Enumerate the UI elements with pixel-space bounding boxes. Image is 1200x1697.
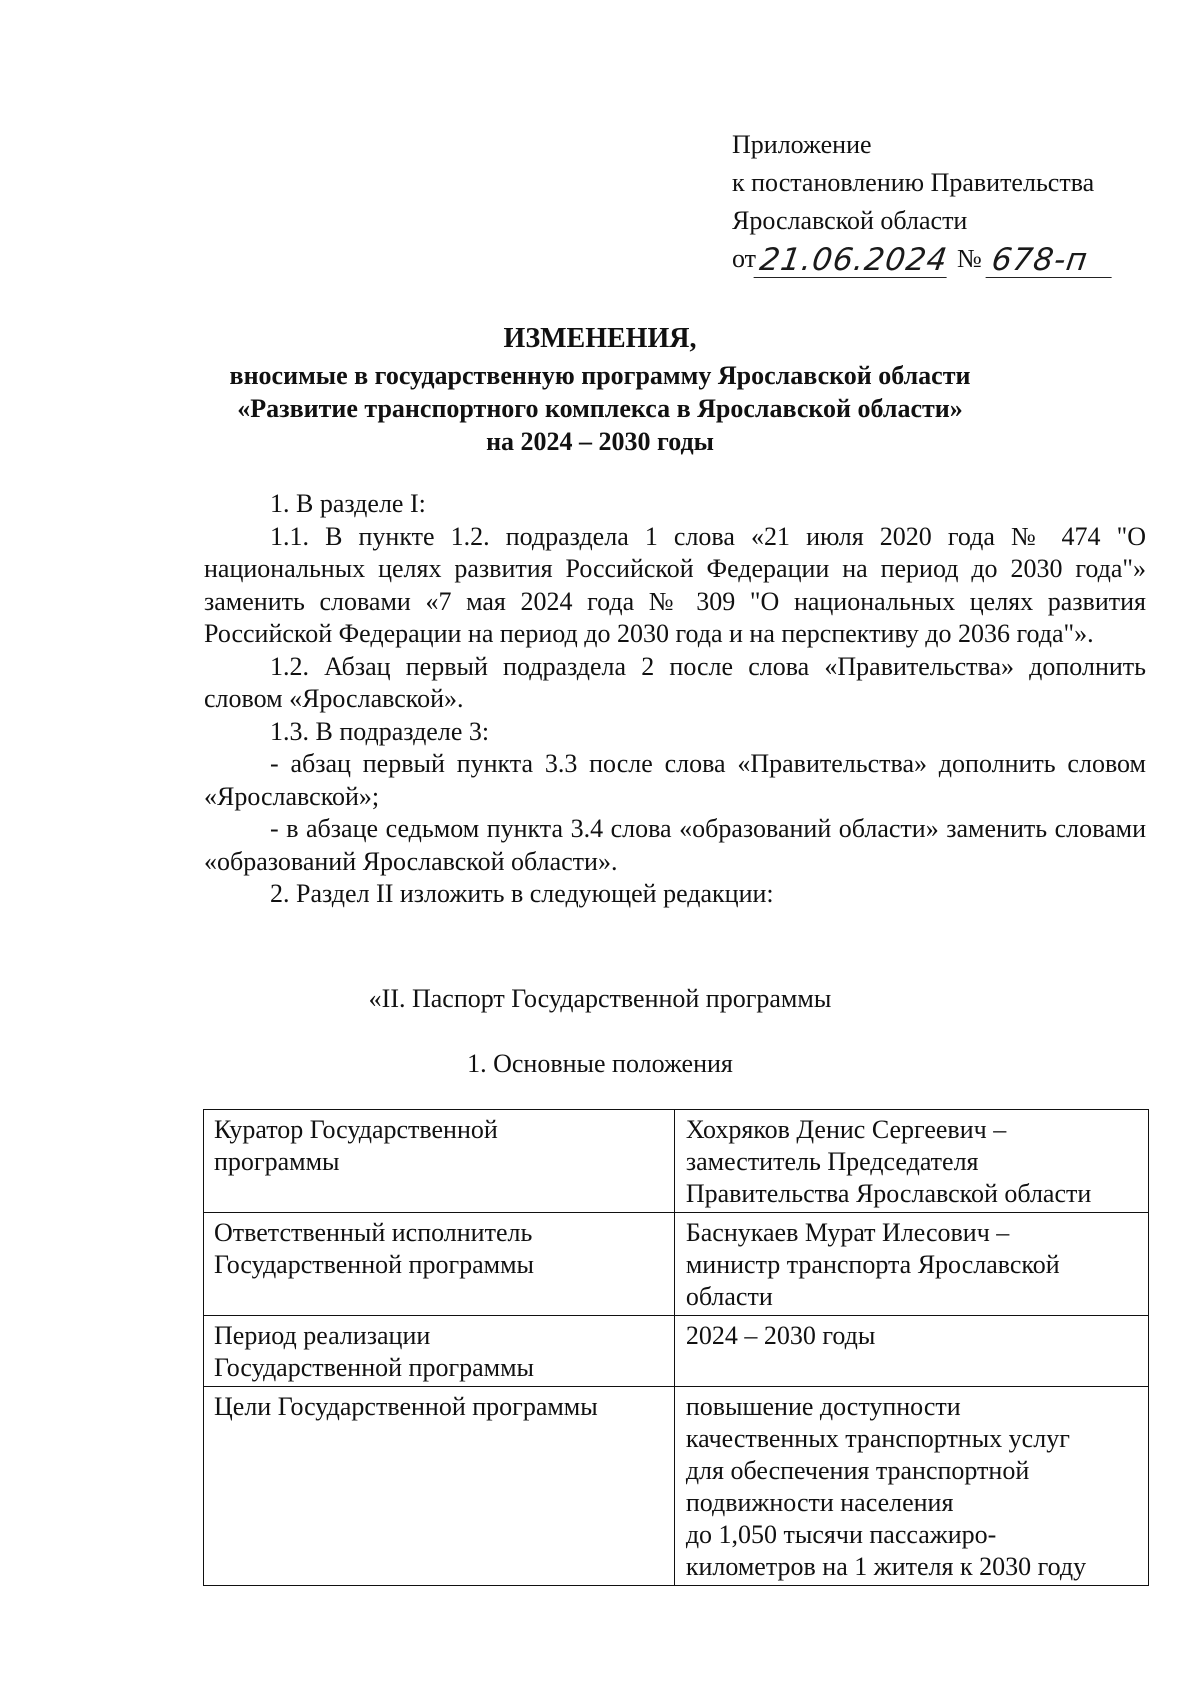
cell-text-line: километров на 1 жителя к 2030 году (685, 1552, 1087, 1581)
appendix-signature-line (732, 240, 1152, 278)
section-subheading: 1. Основные положения (467, 1049, 733, 1078)
paragraph-1-3: 1.3. В подразделе 3: (270, 716, 490, 746)
document-body (204, 488, 1146, 911)
title-line-1: ИЗМЕНЕНИЯ, (503, 323, 697, 354)
paragraph-1: 1. В разделе I: (270, 489, 426, 518)
cell-text-line: Куратор Государственной (214, 1115, 498, 1144)
row-label-cell (204, 1110, 675, 1213)
paragraph-1-3-b: - в абзаце седьмом пункта 3.4 слова «образований области» заменить словами «образований Ярославской области». (204, 814, 1146, 876)
cell-text-line: повышение доступности (685, 1392, 961, 1421)
cell-text-line: для обеспечения транспортной (685, 1456, 1030, 1485)
cell-text-line: области (685, 1282, 773, 1311)
cell-text-line: заместитель Председателя (685, 1147, 979, 1176)
cell-text-line: Баснукаев Мурат Илесович – (685, 1218, 1010, 1247)
row-label-cell (204, 1213, 675, 1316)
appendix-line-1: Приложение (732, 130, 872, 159)
cell-text-line: Цели Государственной программы (214, 1392, 598, 1421)
cell-text-line: Период реализации (214, 1321, 431, 1350)
passport-table (203, 1109, 1149, 1586)
cell-text-line: Государственной программы (214, 1250, 535, 1279)
row-value-cell (674, 1213, 1148, 1316)
cell-text-line: Государственной программы (214, 1353, 535, 1382)
paragraph-1-1: 1.1. В пункте 1.2. подраздела 1 слова «21 июля 2020 года № 474 "О национальных целях развития Российской Федерации на период до 2030 года"» заменить словами «7 мая 2024 года № 309 "О национальных целях развития Российской Федерации на период до 2030 года и на перспективу до 2036 года"». (204, 521, 1146, 648)
number-sign: № (957, 244, 982, 273)
cell-text-line: министр транспорта Ярославской (685, 1250, 1060, 1279)
cell-text-line: Хохряков Денис Сергеевич – (685, 1115, 1007, 1144)
cell-text-line: качественных транспортных услуг (685, 1424, 1070, 1453)
row-value-cell (674, 1387, 1148, 1586)
cell-text-line: программы (214, 1147, 340, 1176)
paragraph-1-2: 1.2. Абзац первый подраздела 2 после слова «Правительства» дополнить словом «Ярославской». (204, 651, 1146, 713)
row-label-cell (204, 1316, 675, 1387)
table-row (204, 1316, 1149, 1387)
appendix-line-2: к постановлению Правительства (732, 168, 1095, 197)
table-row (204, 1110, 1149, 1213)
handwritten-number: 678-п (985, 243, 1116, 278)
section-heading: «II. Паспорт Государственной программы (368, 984, 832, 1013)
document-title (150, 322, 1050, 458)
title-line-2: вносимые в государственную программу Ярославской области (229, 361, 971, 390)
table-row (204, 1387, 1149, 1586)
appendix-block (732, 126, 1152, 278)
row-label-cell (204, 1387, 675, 1586)
cell-text-line: до 1,050 тысячи пассажиро- (685, 1520, 997, 1549)
from-label: от (732, 244, 757, 273)
row-value-cell (674, 1110, 1148, 1213)
handwritten-date: 21.06.2024 (754, 243, 952, 278)
paragraph-2: 2. Раздел II изложить в следующей редакции: (270, 879, 774, 908)
table-row (204, 1213, 1149, 1316)
cell-text-line: подвижности населения (685, 1488, 954, 1517)
paragraph-1-3-a: - абзац первый пункта 3.3 после слова «Правительства» дополнить словом «Ярославской»; (204, 749, 1146, 811)
cell-text-line: 2024 – 2030 годы (685, 1321, 876, 1350)
title-line-4: на 2024 – 2030 годы (486, 427, 714, 456)
row-value-cell (674, 1316, 1148, 1387)
cell-text-line: Ответственный исполнитель (214, 1218, 533, 1247)
appendix-line-3: Ярославской области (732, 206, 968, 235)
cell-text-line: Правительства Ярославской области (685, 1179, 1092, 1208)
title-line-3: «Развитие транспортного комплекса в Ярославской области» (237, 394, 963, 423)
